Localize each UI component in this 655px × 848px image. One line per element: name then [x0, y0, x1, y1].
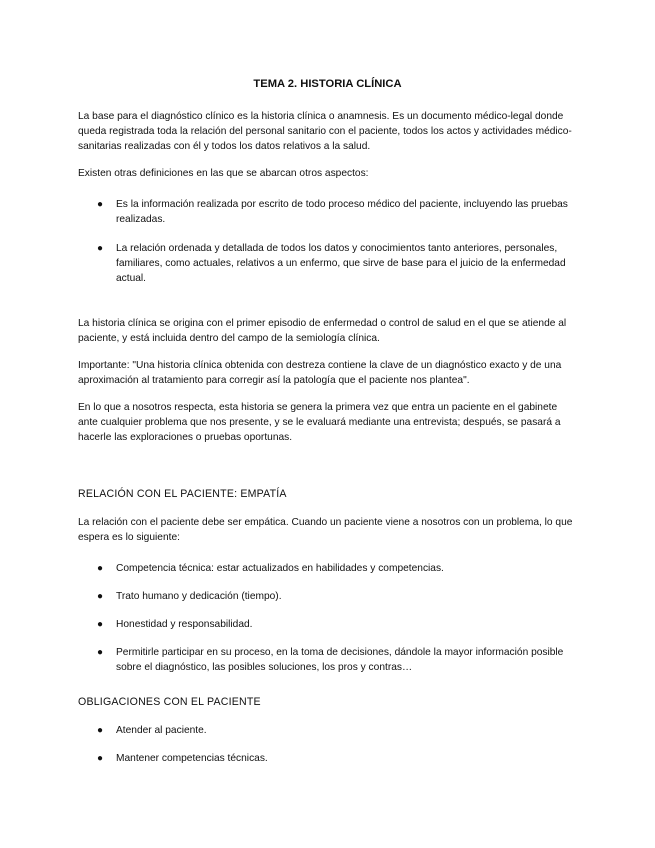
empathy-heading: RELACIÓN CON EL PACIENTE: EMPATÍA: [78, 488, 287, 500]
list-item: ● Es la información realizada por escrito de todo proceso médico del paciente, incluyendo las pruebas realizadas.: [97, 199, 568, 225]
definitions-list: [78, 197, 577, 286]
bullet-icon: ●: [97, 619, 104, 630]
list-item: ● La relación ordenada y detallada de todos los datos y conocimientos tanto anteriores, personales, familiares, como actuales, relativos a un enfermo, que sirve de base para el juicio de la enfermedad actual.: [97, 243, 566, 284]
obligations-heading: OBLIGACIONES CON EL PACIENTE: [78, 696, 261, 708]
bullet-icon: ●: [97, 243, 104, 254]
bullet-icon: ●: [97, 725, 104, 736]
page-title: TEMA 2. HISTORIA CLÍNICA: [253, 78, 402, 90]
list-item: ● Trato humano y dedicación (tiempo).: [97, 591, 282, 602]
list-item: ● Mantener competencias técnicas.: [97, 753, 268, 764]
bullet-icon: ●: [97, 647, 104, 658]
generation-paragraph: En lo que a nosotros respecta, esta historia se genera la primera vez que entra un paciente en el gabinete ante cualquier problema que nos presente, y se le evaluará mediante una entrevista; después, se pasará a hacerle las exploraciones o pruebas oportunas.: [78, 402, 561, 443]
origin-paragraph: La historia clínica se origina con el primer episodio de enfermedad o control de salud en el que se atiende al paciente, y está incluida dentro del campo de la semiología clínica.: [78, 318, 567, 344]
empathy-lead: La relación con el paciente debe ser empática. Cuando un paciente viene a nosotros con un problema, lo que espera es lo siguiente:: [78, 517, 573, 543]
bullet-icon: ●: [97, 563, 104, 574]
intro-paragraph: La base para el diagnóstico clínico es la historia clínica o anamnesis. Es un documento médico-legal donde queda registrada toda la relación del personal sanitario con el paciente, todos los actos y actividades médico-sanitarias realizadas con él y todos los datos relativos a la salud.: [78, 111, 572, 152]
list-item: ● Permitirle participar en su proceso, en la toma de decisiones, dándole la mayor información posible sobre el diagnóstico, las posibles soluciones, los pros y contras…: [97, 647, 564, 673]
list-item: ● Honestidad y responsabilidad.: [97, 619, 253, 630]
bullet-icon: ●: [97, 199, 104, 210]
important-paragraph: Importante: "Una historia clínica obtenida con destreza contiene la clave de un diagnóstico exacto y de una aproximación al tratamiento para corregir así la patología que el paciente nos plantea".: [78, 360, 562, 386]
list-item: ● Competencia técnica: estar actualizados en habilidades y competencias.: [97, 563, 444, 574]
bullet-icon: ●: [97, 753, 104, 764]
empathy-list: [78, 561, 577, 675]
obligations-list: [78, 723, 577, 766]
bullet-icon: ●: [97, 591, 104, 602]
definitions-lead: Existen otras definiciones en las que se abarcan otros aspectos:: [78, 168, 369, 179]
list-item: ● Atender al paciente.: [97, 725, 207, 736]
